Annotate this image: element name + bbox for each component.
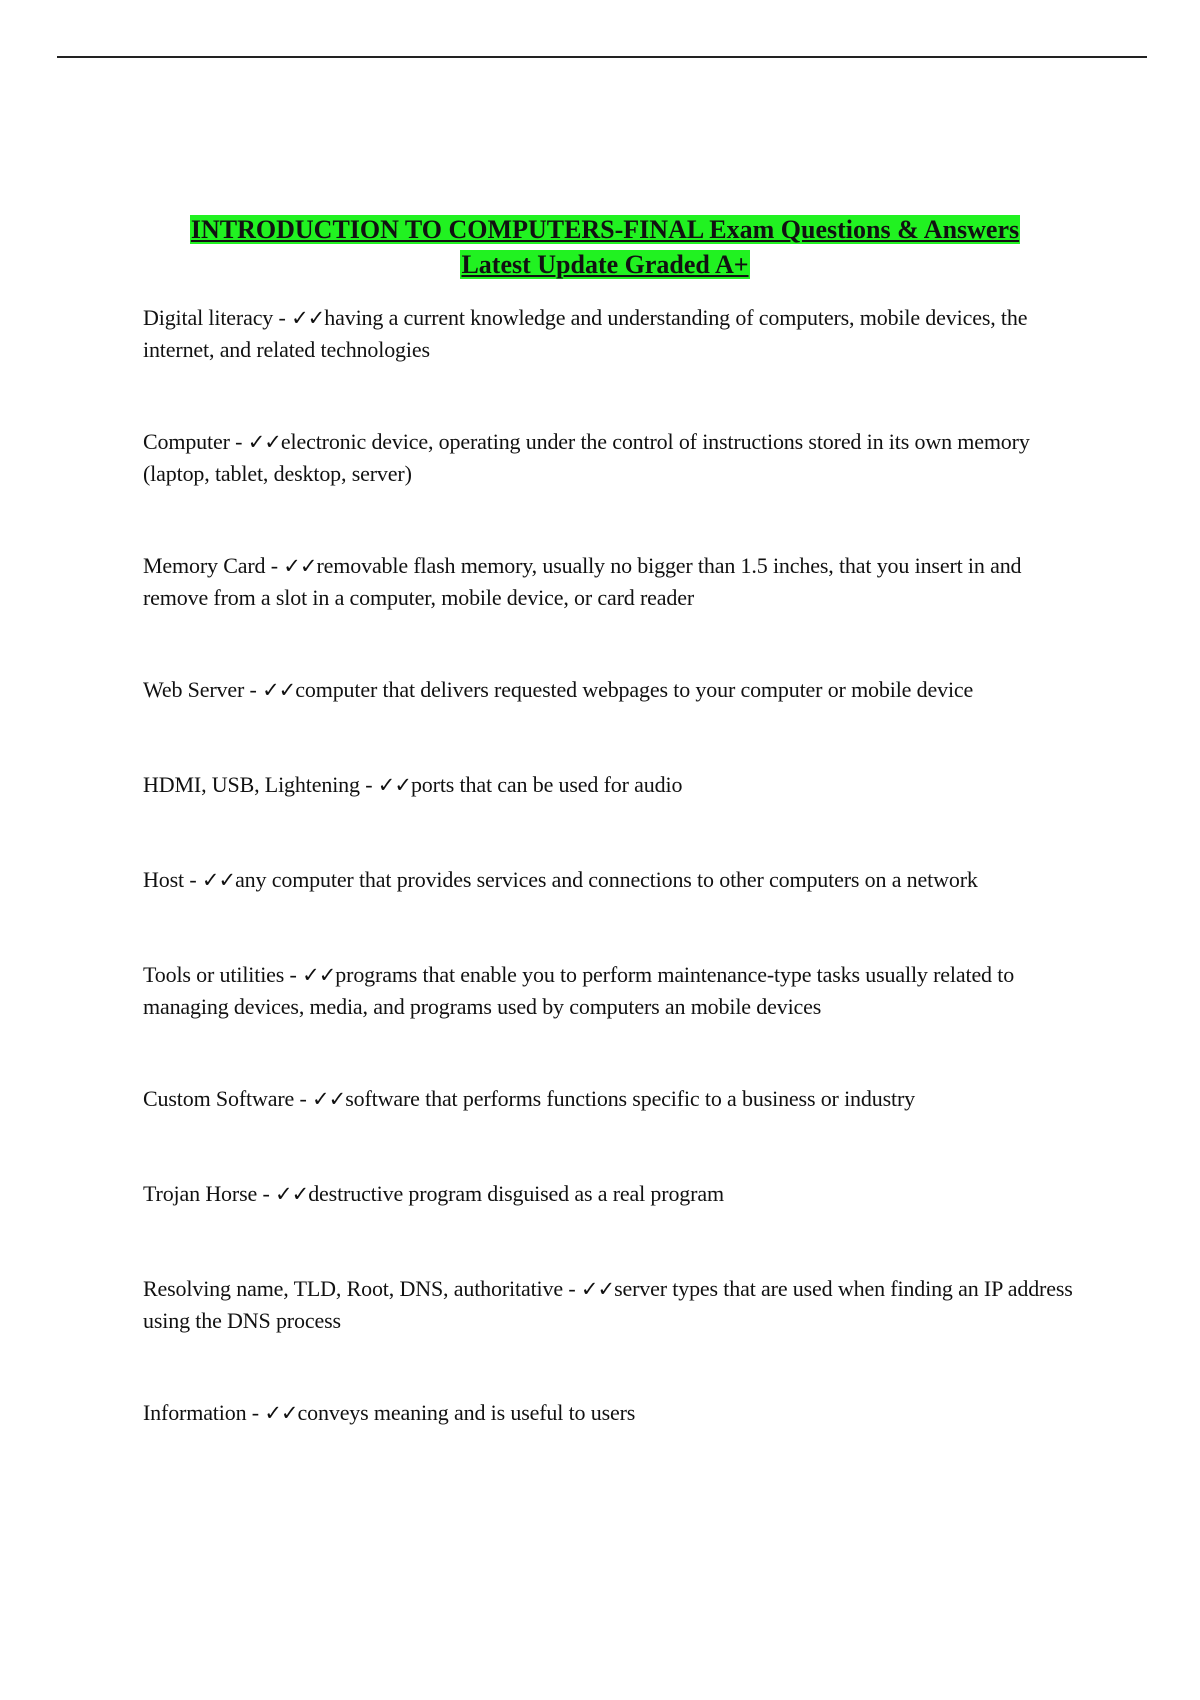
entry-term: Custom Software — [143, 1086, 295, 1111]
entry-definition: removable flash memory, usually no bigger than 1.5 inches, that you insert in and remove from a slot in a computer, mobile device, or card reader — [143, 553, 1022, 610]
entry-term: HDMI, USB, Lightening — [143, 772, 360, 797]
entry-definition: software that performs functions specific to a business or industry — [345, 1086, 915, 1111]
entry-definition: server types that are used when finding an IP address using the DNS process — [143, 1276, 1073, 1333]
list-item — [143, 1083, 1073, 1115]
entry-separator: - — [246, 1400, 265, 1425]
list-item — [143, 1178, 1073, 1210]
entry-separator: - — [265, 553, 284, 578]
entry-term: Computer — [143, 429, 230, 454]
entry-term: Tools or utilities — [143, 962, 285, 987]
check-marks-icon: ✓✓ — [201, 868, 236, 892]
entry-separator: - — [273, 305, 292, 330]
list-item — [143, 426, 1073, 489]
entry-term: Trojan Horse — [143, 1181, 258, 1206]
entry-separator: - — [359, 772, 378, 797]
check-marks-icon: ✓✓ — [377, 773, 411, 797]
list-item — [143, 864, 1073, 896]
entry-definition: electronic device, operating under the control of instructions stored in its own memory (laptop, tablet, desktop, server) — [143, 429, 1030, 486]
top-rule — [57, 56, 1147, 58]
check-marks-icon: ✓✓ — [247, 430, 281, 454]
check-marks-icon: ✓✓ — [291, 306, 325, 330]
check-marks-icon: ✓✓ — [275, 1182, 309, 1206]
entry-separator: - — [562, 1276, 581, 1301]
entry-separator: - — [244, 677, 263, 702]
entry-term: Host — [143, 867, 184, 892]
check-marks-icon: ✓✓ — [283, 554, 317, 578]
entry-term: Web Server — [143, 677, 245, 702]
list-item — [143, 302, 1073, 365]
entry-separator: - — [229, 429, 248, 454]
check-marks-icon: ✓✓ — [580, 1277, 615, 1301]
entry-term: Resolving name, TLD, Root, DNS, authoritative — [143, 1276, 563, 1301]
entry-separator: - — [294, 1086, 313, 1111]
list-item — [143, 674, 1073, 706]
entry-definition: conveys meaning and is useful to users — [297, 1400, 636, 1425]
entry-definition: computer that delivers requested webpages to your computer or mobile device — [295, 677, 974, 702]
entry-term: Memory Card — [143, 553, 266, 578]
entry-definition: destructive program disguised as a real program — [308, 1181, 724, 1206]
check-marks-icon: ✓✓ — [264, 1401, 298, 1425]
entry-separator: - — [284, 962, 303, 987]
title-line-2: Latest Update Graded A+ — [461, 250, 749, 279]
entry-definition: programs that enable you to perform maintenance-type tasks usually related to managing devices, media, and programs used by computers an mobile devices — [143, 962, 1015, 1019]
entry-definition: having a current knowledge and understanding of computers, mobile devices, the internet, and related technologies — [143, 305, 1028, 362]
document-title — [150, 212, 1060, 282]
list-item — [143, 959, 1073, 1022]
entry-definition: ports that can be used for audio — [410, 772, 683, 797]
entry-term: Digital literacy — [143, 305, 274, 330]
entry-term: Information — [143, 1400, 247, 1425]
check-marks-icon: ✓✓ — [262, 678, 296, 702]
title-line-1: INTRODUCTION TO COMPUTERS-FINAL Exam Questions & Answers — [190, 215, 1020, 244]
list-item — [143, 769, 1073, 801]
check-marks-icon: ✓✓ — [312, 1087, 346, 1111]
check-marks-icon: ✓✓ — [302, 963, 336, 987]
list-item — [143, 1397, 1073, 1429]
list-item — [143, 1273, 1073, 1336]
entry-separator: - — [257, 1181, 275, 1206]
entry-separator: - — [183, 867, 202, 892]
entry-definition: any computer that provides services and connections to other computers on a network — [235, 867, 978, 892]
list-item — [143, 550, 1073, 613]
